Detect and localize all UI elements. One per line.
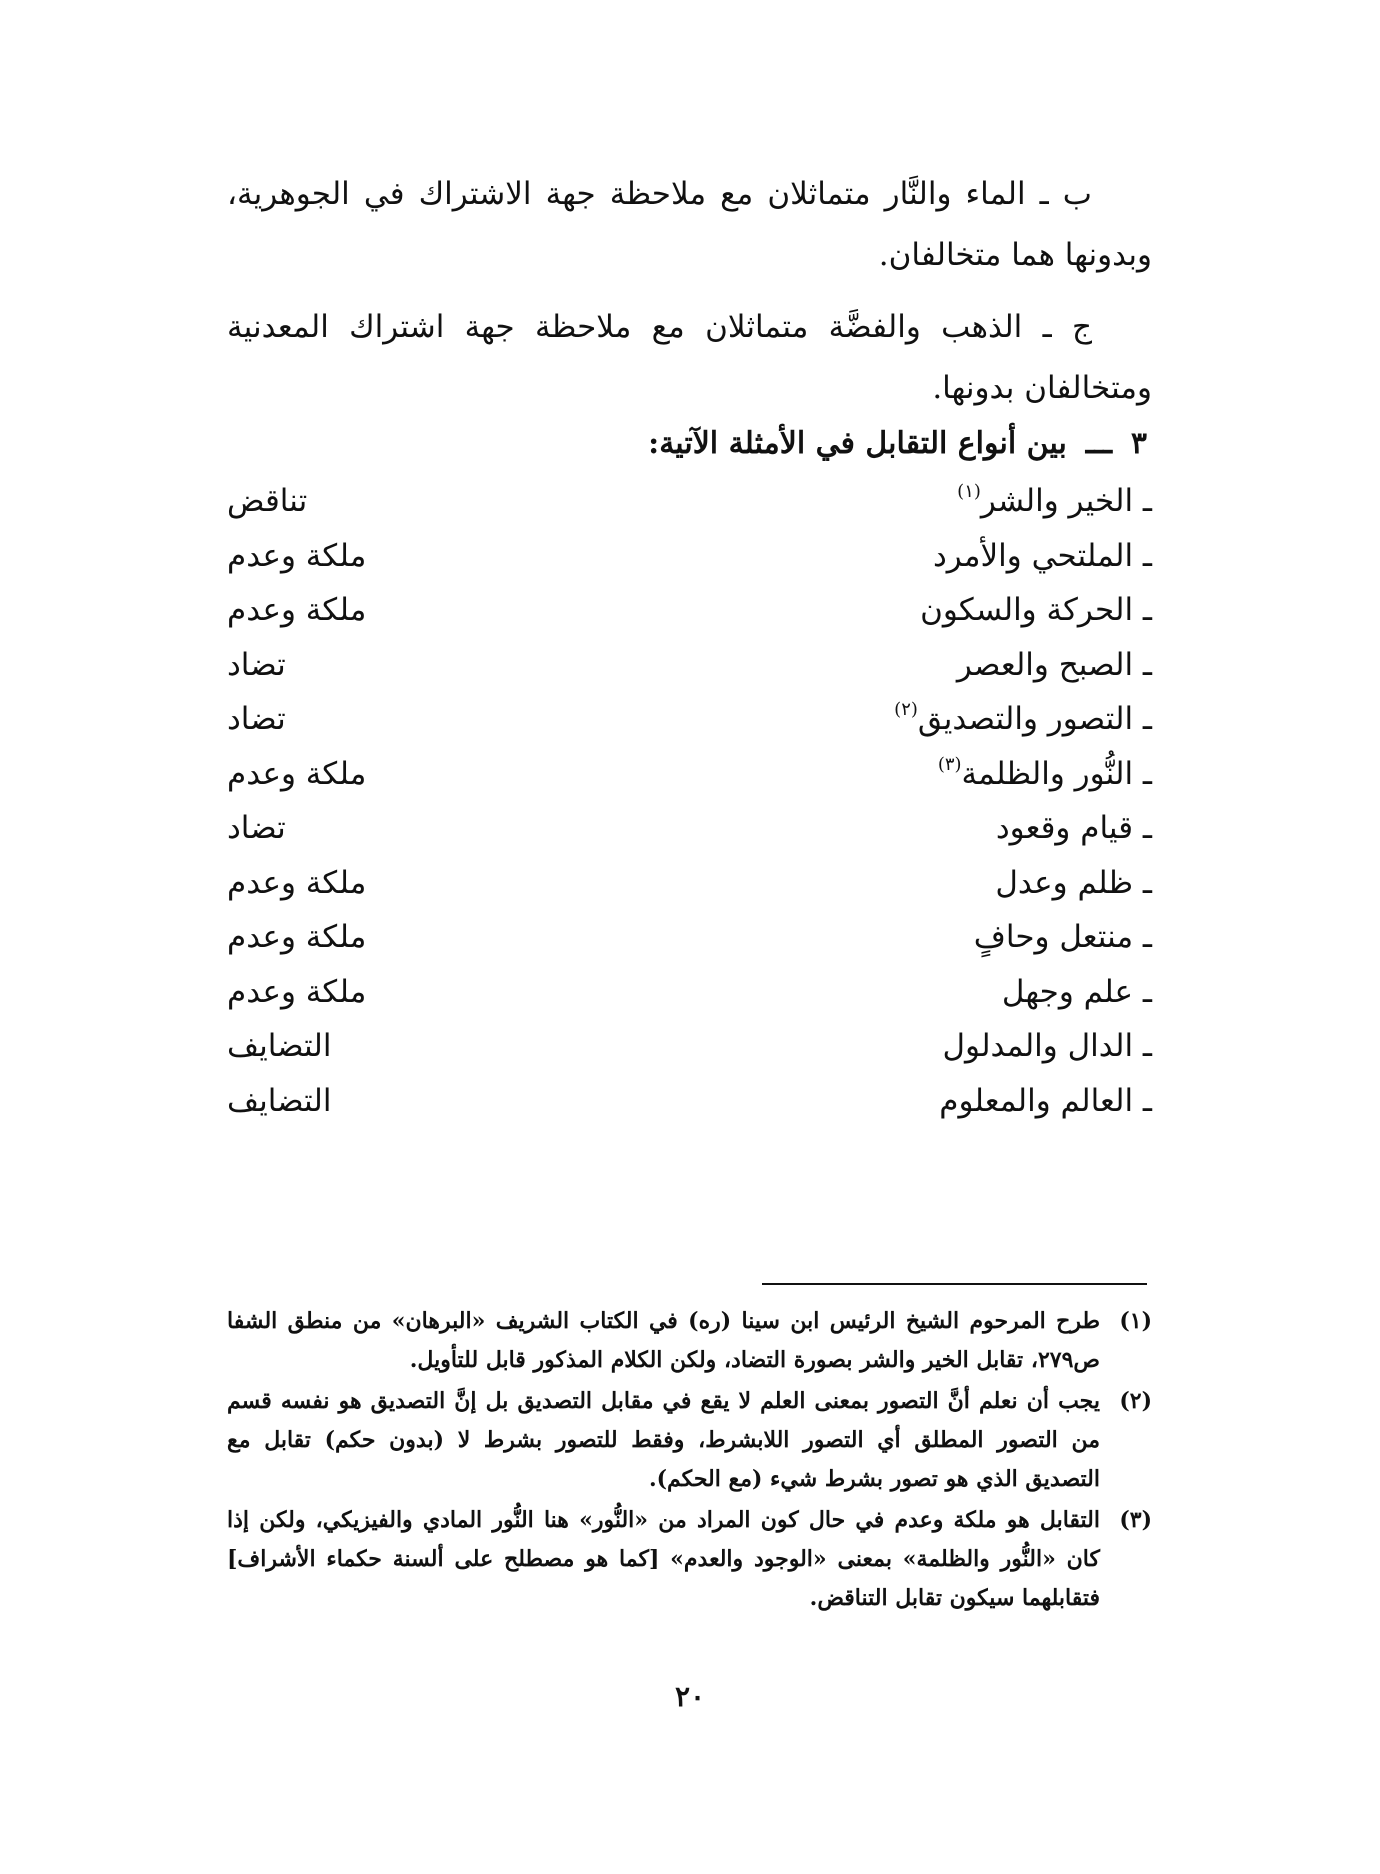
paragraph-j-text: ج ـ الذهب والفضَّة متماثلان مع ملاحظة جهة اشتراك المعدنية ومتخالفان بدونها. [227,309,1152,406]
pair-term-text: ـ الدال والمدلول [942,1028,1152,1064]
pair-row [227,965,1152,1020]
pair-row [227,910,1152,965]
pair-type: ملكة وعدم [227,973,367,1010]
footnotes-list [227,1302,1152,1620]
page-number: ٢٠ [674,1680,706,1713]
pair-type: ملكة وعدم [227,592,367,628]
pair-term [894,692,1152,746]
pair-term-text: ـ ظلم وعدل [995,864,1152,901]
pair-term [933,529,1152,583]
pair-type: تضاد [227,646,286,683]
pair-term [920,583,1152,637]
pair-term [943,1019,1152,1073]
pair-row [227,529,1152,584]
pair-term [996,801,1152,855]
pair-term [957,638,1152,692]
paragraph-j [227,297,1152,419]
pair-row [227,801,1152,856]
pair-type: تضاد [227,701,286,737]
paragraph-b [227,164,1152,286]
pair-row [227,583,1152,638]
pair-type: تضاد [227,810,286,846]
pair-term-text: ـ علم وجهل [1001,973,1152,1010]
footnote-text: التقابل هو ملكة وعدم في حال كون المراد من «النُّور» هنا النُّور المادي والفيزيكي، ولكن إذا كان «النُّور والظلمة» بمعنى «الوجود والعدم» [كما هو مصطلح على ألسنة حكماء الأشراف] فتقابلهما سيكون تقابل التناقض. [227,1507,1100,1611]
pair-term [938,747,1152,801]
footnote-number: (١) [1119,1308,1152,1334]
pair-term-text: ـ الخير والشر [980,483,1152,519]
exercise-heading [648,420,1147,468]
footnote-text: طرح المرحوم الشيخ الرئيس ابن سينا (ره) في الكتاب الشريف «البرهان» من منطق الشفا ص٢٧٩، تقابل الخير والشر بصورة التضاد، ولكن الكلام المذكور قابل للتأويل. [227,1308,1100,1373]
footnote-number: (٣) [1119,1507,1152,1533]
pair-type: ملكة وعدم [227,864,367,901]
footnote-ref: (٣) [937,753,962,775]
footnote [227,1382,1152,1499]
pair-term [1002,965,1152,1019]
pair-term-text: ـ الملتحي والأمرد [932,537,1152,574]
pair-row [227,692,1152,747]
pair-term-text: ـ النُّور والظلمة [961,755,1152,792]
footnote-ref: (٢) [894,699,918,720]
pair-term-text: ـ التصور والتصديق [917,701,1152,737]
pair-term [939,1074,1152,1128]
pair-term [957,474,1152,528]
pair-type: التضايف [227,1028,332,1064]
pair-term-text: ـ الصبح والعصر [956,646,1152,683]
pair-row [227,1074,1152,1129]
pair-row [227,474,1152,529]
pair-term-text: ـ قيام وقعود [995,810,1152,846]
footnote-ref: (١) [957,481,981,502]
footnote-divider [762,1283,1147,1285]
pair-term [995,856,1152,910]
pair-type: التضايف [227,1082,332,1119]
pair-term-text: ـ العالم والمعلوم [939,1082,1152,1119]
pair-term-text: ـ الحركة والسكون [920,592,1152,628]
footnote-text: يجب أن نعلم أنَّ التصور بمعنى العلم لا يقع في مقابل التصديق بل إنَّ التصديق هو نفسه قسم من التصور المطلق أي التصور اللابشرط، وفقط للتصور بشرط لا (بدون حكم) تقابل مع التصديق الذي هو تصور بشرط شيء (مع الحكم). [227,1388,1100,1492]
pair-row [227,856,1152,911]
pair-type: ملكة وعدم [227,755,367,792]
footnote-number: (٢) [1119,1388,1152,1414]
paragraph-b-text: ب ـ الماء والنَّار متماثلان مع ملاحظة جهة الاشتراك في الجوهرية، وبدونها هما متخالفان. [227,176,1152,273]
exercise-number: ٣ [1130,426,1147,461]
pair-term [974,910,1152,964]
pair-type: ملكة وعدم [227,919,367,955]
pair-row [227,638,1152,693]
exercise-heading-text: بين أنواع التقابل في الأمثلة الآتية: [648,426,1067,461]
pairs-list [227,474,1152,1128]
pair-type: تناقض [227,483,308,519]
footnote [227,1501,1152,1618]
pair-type: ملكة وعدم [227,537,367,574]
footnote [227,1302,1152,1380]
exercise-dash: ـــ [1085,426,1113,461]
pair-term-text: ـ منتعل وحافٍ [973,919,1152,955]
pair-row [227,747,1152,802]
pair-row [227,1019,1152,1074]
